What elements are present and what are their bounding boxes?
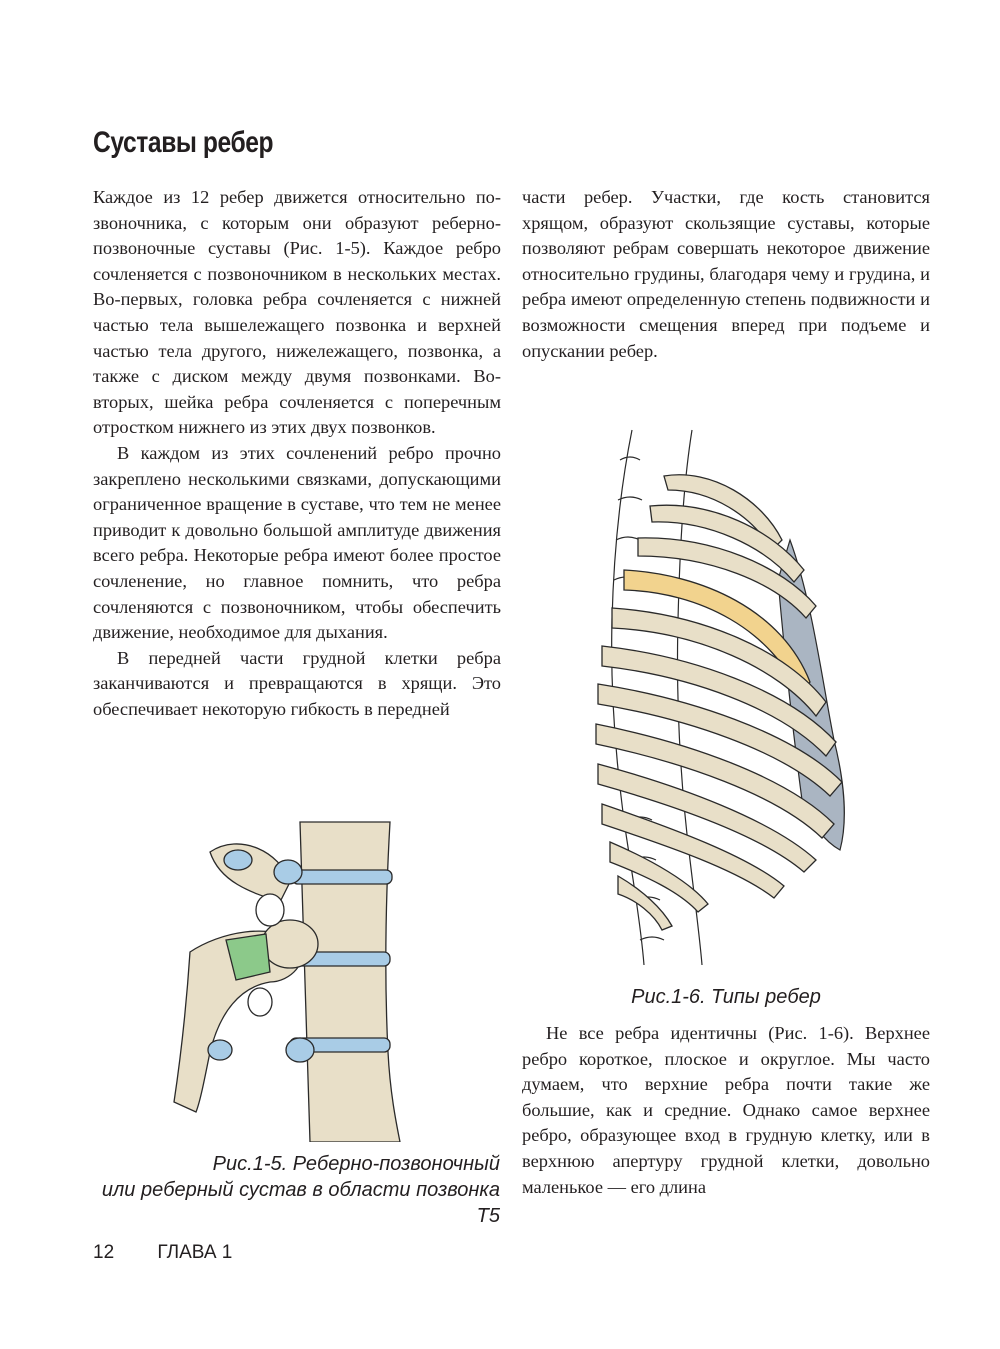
left-column-text <box>93 185 501 722</box>
costovertebral-joint-illustration <box>160 812 510 1142</box>
ribs <box>596 475 842 930</box>
paragraph: Каждое из 12 ребер движется относительно позвоночника, с которым они образуют реберно-позвоночные суставы (Рис. 1-5). Каждое ребро сочленяется с позвоночником в нескольких местах. Во-первых, головка ребра сочленяется с нижней частью тела вышележащего позвонка и верхней частью тела другого, нижележащего, позвонка, а также с диском между двумя позвонками. Во-вторых, шейка ребра сочленяется с поперечным отростком нижнего из этих двух позвонков. <box>93 187 501 438</box>
paragraph: В передней части грудной клетки ребра заканчиваются и превращаются в хрящи. Это обеспечивает некоторую гибкость в передней <box>93 647 501 719</box>
figure-caption-1-6: Рис.1-6. Типы ребер <box>631 986 821 1008</box>
chapter-label: ГЛАВА 1 <box>157 1242 233 1263</box>
figure-caption-1-5 <box>100 1151 500 1229</box>
paragraph: Не все ребра идентичны (Рис. 1-6). Верхнее ребро короткое, плоское и округлое. Мы часто думаем, что верхние ребра почти такие же большие, как и средние. Однако самое верхнее ребро, образующее вход в грудную клетку, или в верхнюю апертуру грудной клетки, довольно маленькое — его длина <box>522 1023 930 1197</box>
paragraph: части ребер. Участки, где кость становится хрящом, образуют скользящие суставы, которые позволяют ребрам совершать некоторое движение относительно грудины, благодаря чему и грудина, и ребра имеют определенную степень подвижности и возможности смещения вперед при подъеме и опускании ребер. <box>522 187 930 361</box>
page-footer <box>93 1242 232 1264</box>
right-column-bottom-text <box>522 1021 930 1200</box>
right-column-top-text <box>522 185 930 364</box>
caption-line: или реберный сустав в области позвонка Т5 <box>101 1179 500 1227</box>
paragraph: В каждом из этих сочленений ребро прочно закреплено несколькими связками, допускающими ограниченное вращение в суставе, что тем не менее приводит к довольно большой амплитуде движения всего ребра. Некоторые ребра имеют более простое сочленение, но главное помнить, что ребра сочленяются с позвоночником, чтобы обеспечить движение, необходимое для дыхания. <box>93 442 501 643</box>
page-number: 12 <box>93 1242 115 1263</box>
rib-cage-illustration <box>572 420 872 965</box>
caption-line: Рис.1-5. Реберно-позвоночный <box>212 1153 500 1175</box>
section-heading: Суставы ребер <box>93 126 274 159</box>
disc-upper <box>292 870 392 884</box>
